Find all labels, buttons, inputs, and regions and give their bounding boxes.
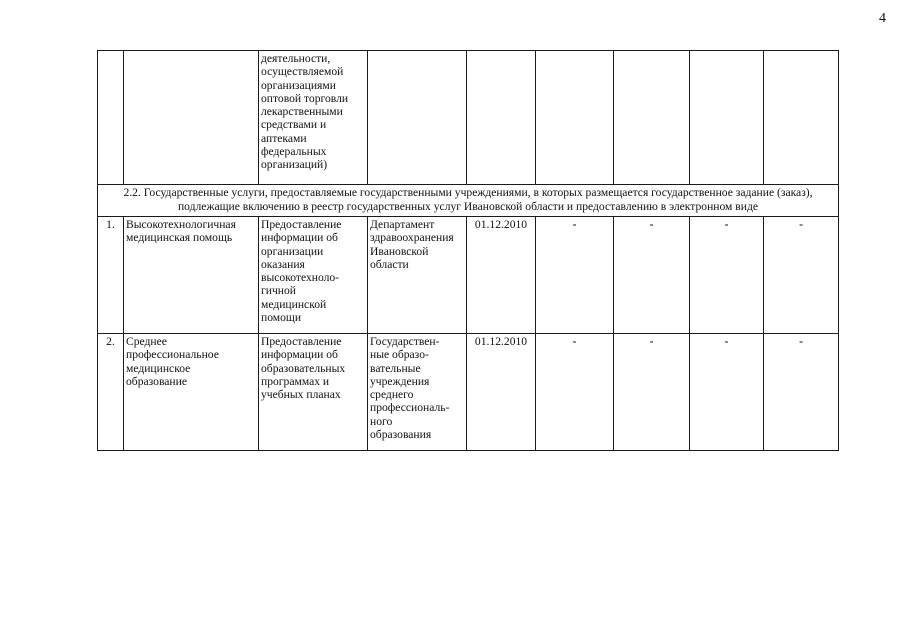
- cell-date: [467, 51, 536, 185]
- service-name: Высокотехнологичная медицинская помощь: [124, 217, 259, 334]
- date-value: 01.12.2010: [467, 334, 536, 451]
- service-name: Среднее профессиональное медицинское образование: [124, 334, 259, 451]
- stage-1-value: -: [536, 217, 614, 334]
- cell-num: [98, 51, 124, 185]
- cell-service: [124, 51, 259, 185]
- stage-2-value: -: [614, 334, 690, 451]
- cell-stage-2: [614, 51, 690, 185]
- cell-stage-4: [764, 51, 839, 185]
- table-row: [98, 334, 839, 451]
- page-number-mark: 4: [879, 11, 886, 26]
- section-heading: 2.2. Государственные услуги, предоставляемые государственными учреждениями, в которых размещается государственное задание (заказ), подлежащие включению в реестр государственных услуг Ивановской области и предоставлению в электронном виде: [98, 185, 839, 217]
- table-row: [98, 217, 839, 334]
- date-value: 01.12.2010: [467, 217, 536, 334]
- service-description: Предоставление информации об организации оказания высокотехноло- гичной медицинской помощи: [259, 217, 368, 334]
- continuation-row: [98, 51, 839, 185]
- row-number: 1.: [98, 217, 124, 334]
- stage-2-value: -: [614, 217, 690, 334]
- service-description: Предоставление информации об образовательных программах и учебных планах: [259, 334, 368, 451]
- section-heading-row: [98, 185, 839, 217]
- services-table: [97, 50, 839, 451]
- responsible-organization: Департамент здравоохранения Ивановской области: [368, 217, 467, 334]
- cell-organization: [368, 51, 467, 185]
- stage-1-value: -: [536, 334, 614, 451]
- stage-4-value: -: [764, 217, 839, 334]
- row-number: 2.: [98, 334, 124, 451]
- stage-4-value: -: [764, 334, 839, 451]
- cell-stage-1: [536, 51, 614, 185]
- stage-3-value: -: [690, 334, 764, 451]
- stage-3-value: -: [690, 217, 764, 334]
- responsible-organization: Государствен- ные образо- вательные учреждения среднего профессиональ- ного образования: [368, 334, 467, 451]
- cell-stage-3: [690, 51, 764, 185]
- cell-description: деятельности, осуществляемой организациями оптовой торговли лекарственными средствами и аптеками федеральных организаций): [259, 51, 368, 185]
